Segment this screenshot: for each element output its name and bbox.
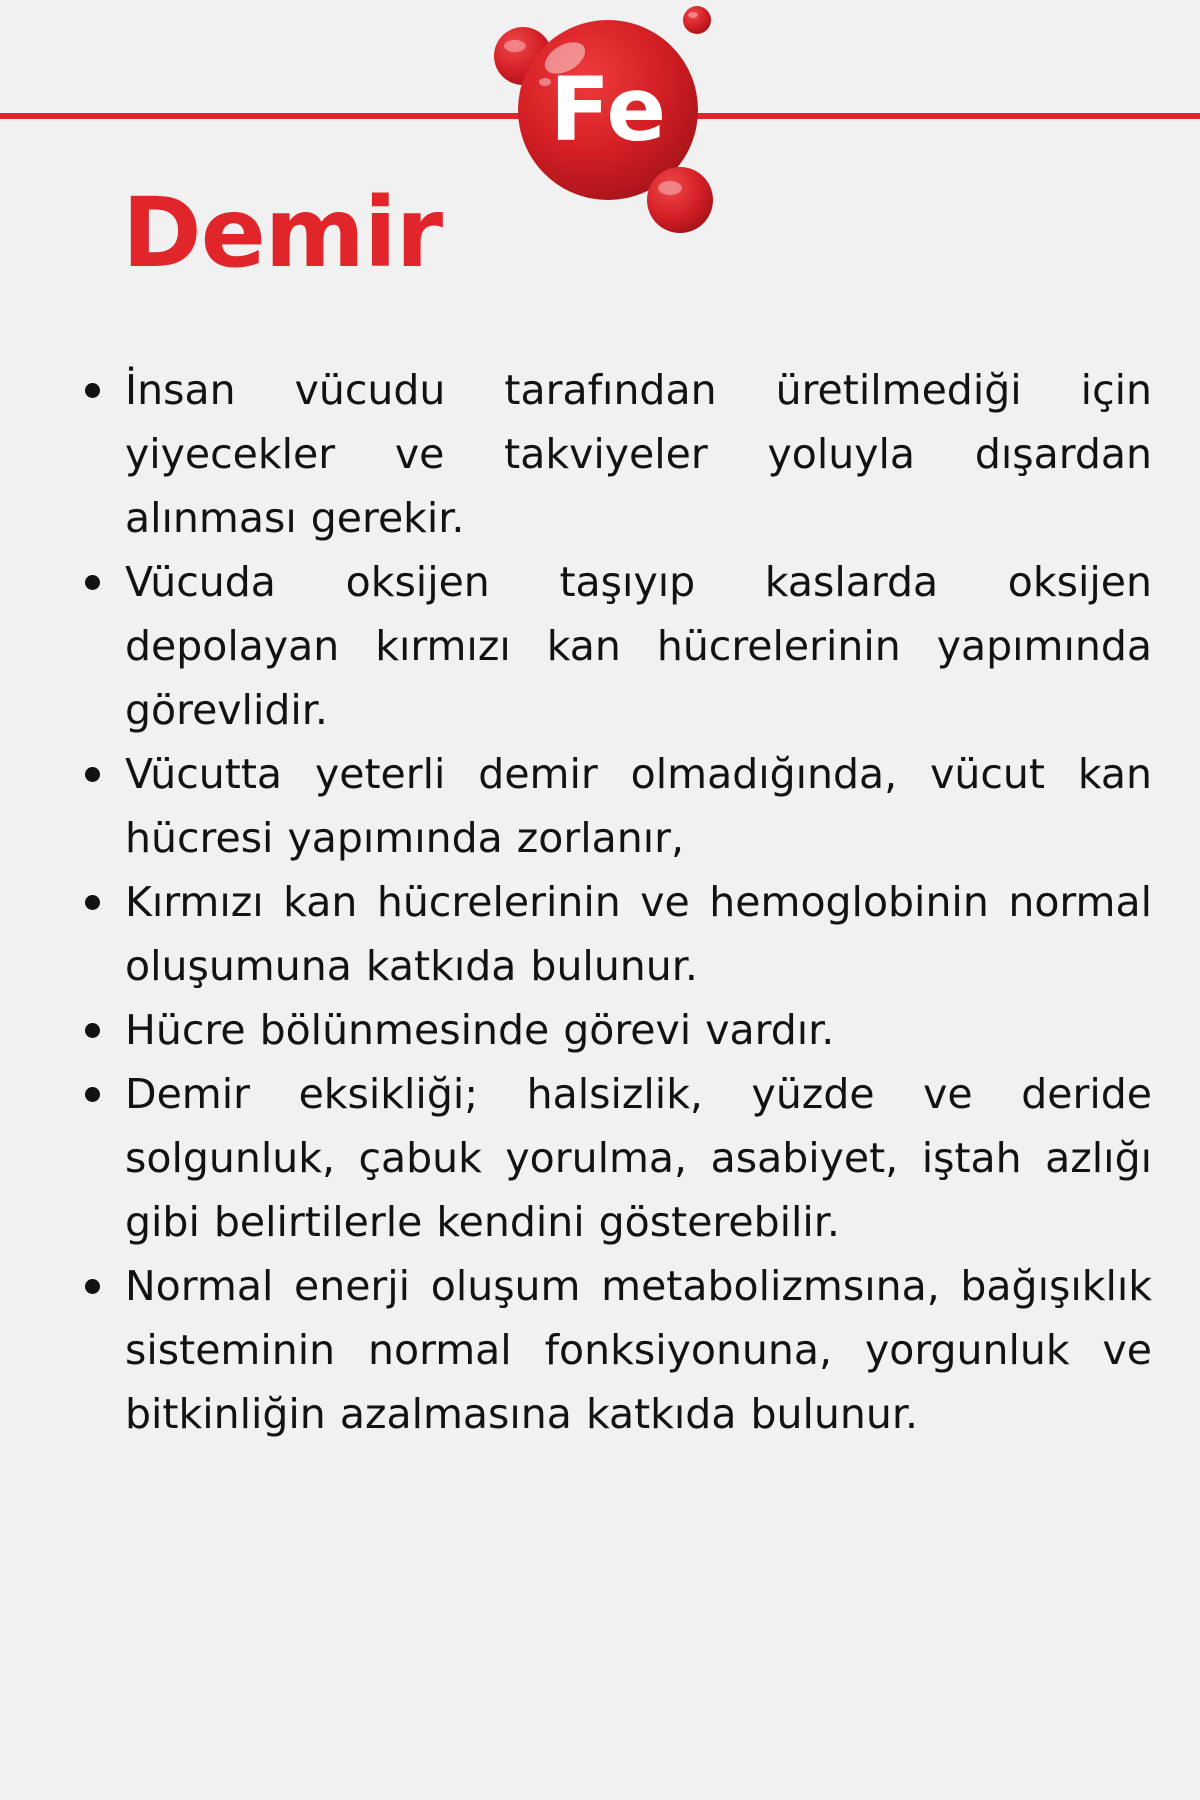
element-symbol: Fe: [549, 58, 667, 161]
top-right-bubble: [683, 6, 711, 34]
bullet-item: [125, 998, 1152, 1062]
bullet-dot: [85, 575, 100, 590]
page-title: Demir: [122, 177, 443, 289]
bullet-item: [125, 550, 1152, 742]
bullet-dot: [85, 1279, 100, 1294]
bullet-text: Vücutta yeterli demir olmadığında, vücut kan hücresi yapımında zorlanır,: [125, 750, 1152, 862]
iron-element-bubble-icon: [470, 0, 730, 240]
bullet-dot: [85, 1087, 100, 1102]
bullet-text: Demir eksikliği; halsizlik, yüzde ve deride solgunluk, çabuk yorulma, asabiyet, iştah azlığı gibi belirtilerle kendini gösterebilir.: [125, 1070, 1152, 1246]
bullet-text: İnsan vücudu tarafından üretilmediği için yiyecekler ve takviyeler yoluyla dışardan alınması gerekir.: [125, 366, 1152, 542]
bullet-text: Kırmızı kan hücrelerinin ve hemoglobinin normal oluşumuna katkıda bulunur.: [125, 878, 1152, 990]
bullet-dot: [85, 1023, 100, 1038]
bullet-list: [125, 358, 1152, 1446]
bullet-text: Vücuda oksijen taşıyıp kaslarda oksijen depolayan kırmızı kan hücrelerinin yapımında görevlidir.: [125, 558, 1152, 734]
bullet-dot: [85, 767, 100, 782]
bullet-dot: [85, 383, 100, 398]
bullet-item: [125, 870, 1152, 998]
bullet-item: [125, 358, 1152, 550]
bullet-item: [125, 1062, 1152, 1254]
bottom-right-bubble: [647, 167, 713, 233]
bullet-dot: [85, 895, 100, 910]
bullet-item: [125, 1254, 1152, 1446]
bullet-text: Hücre bölünmesinde görevi vardır.: [125, 1006, 835, 1054]
bullet-text: Normal enerji oluşum metabolizmsına, bağışıklık sisteminin normal fonksiyonuna, yorgunluk ve bitkinliğin azalmasına katkıda bulunur.: [125, 1262, 1152, 1438]
bullet-item: [125, 742, 1152, 870]
